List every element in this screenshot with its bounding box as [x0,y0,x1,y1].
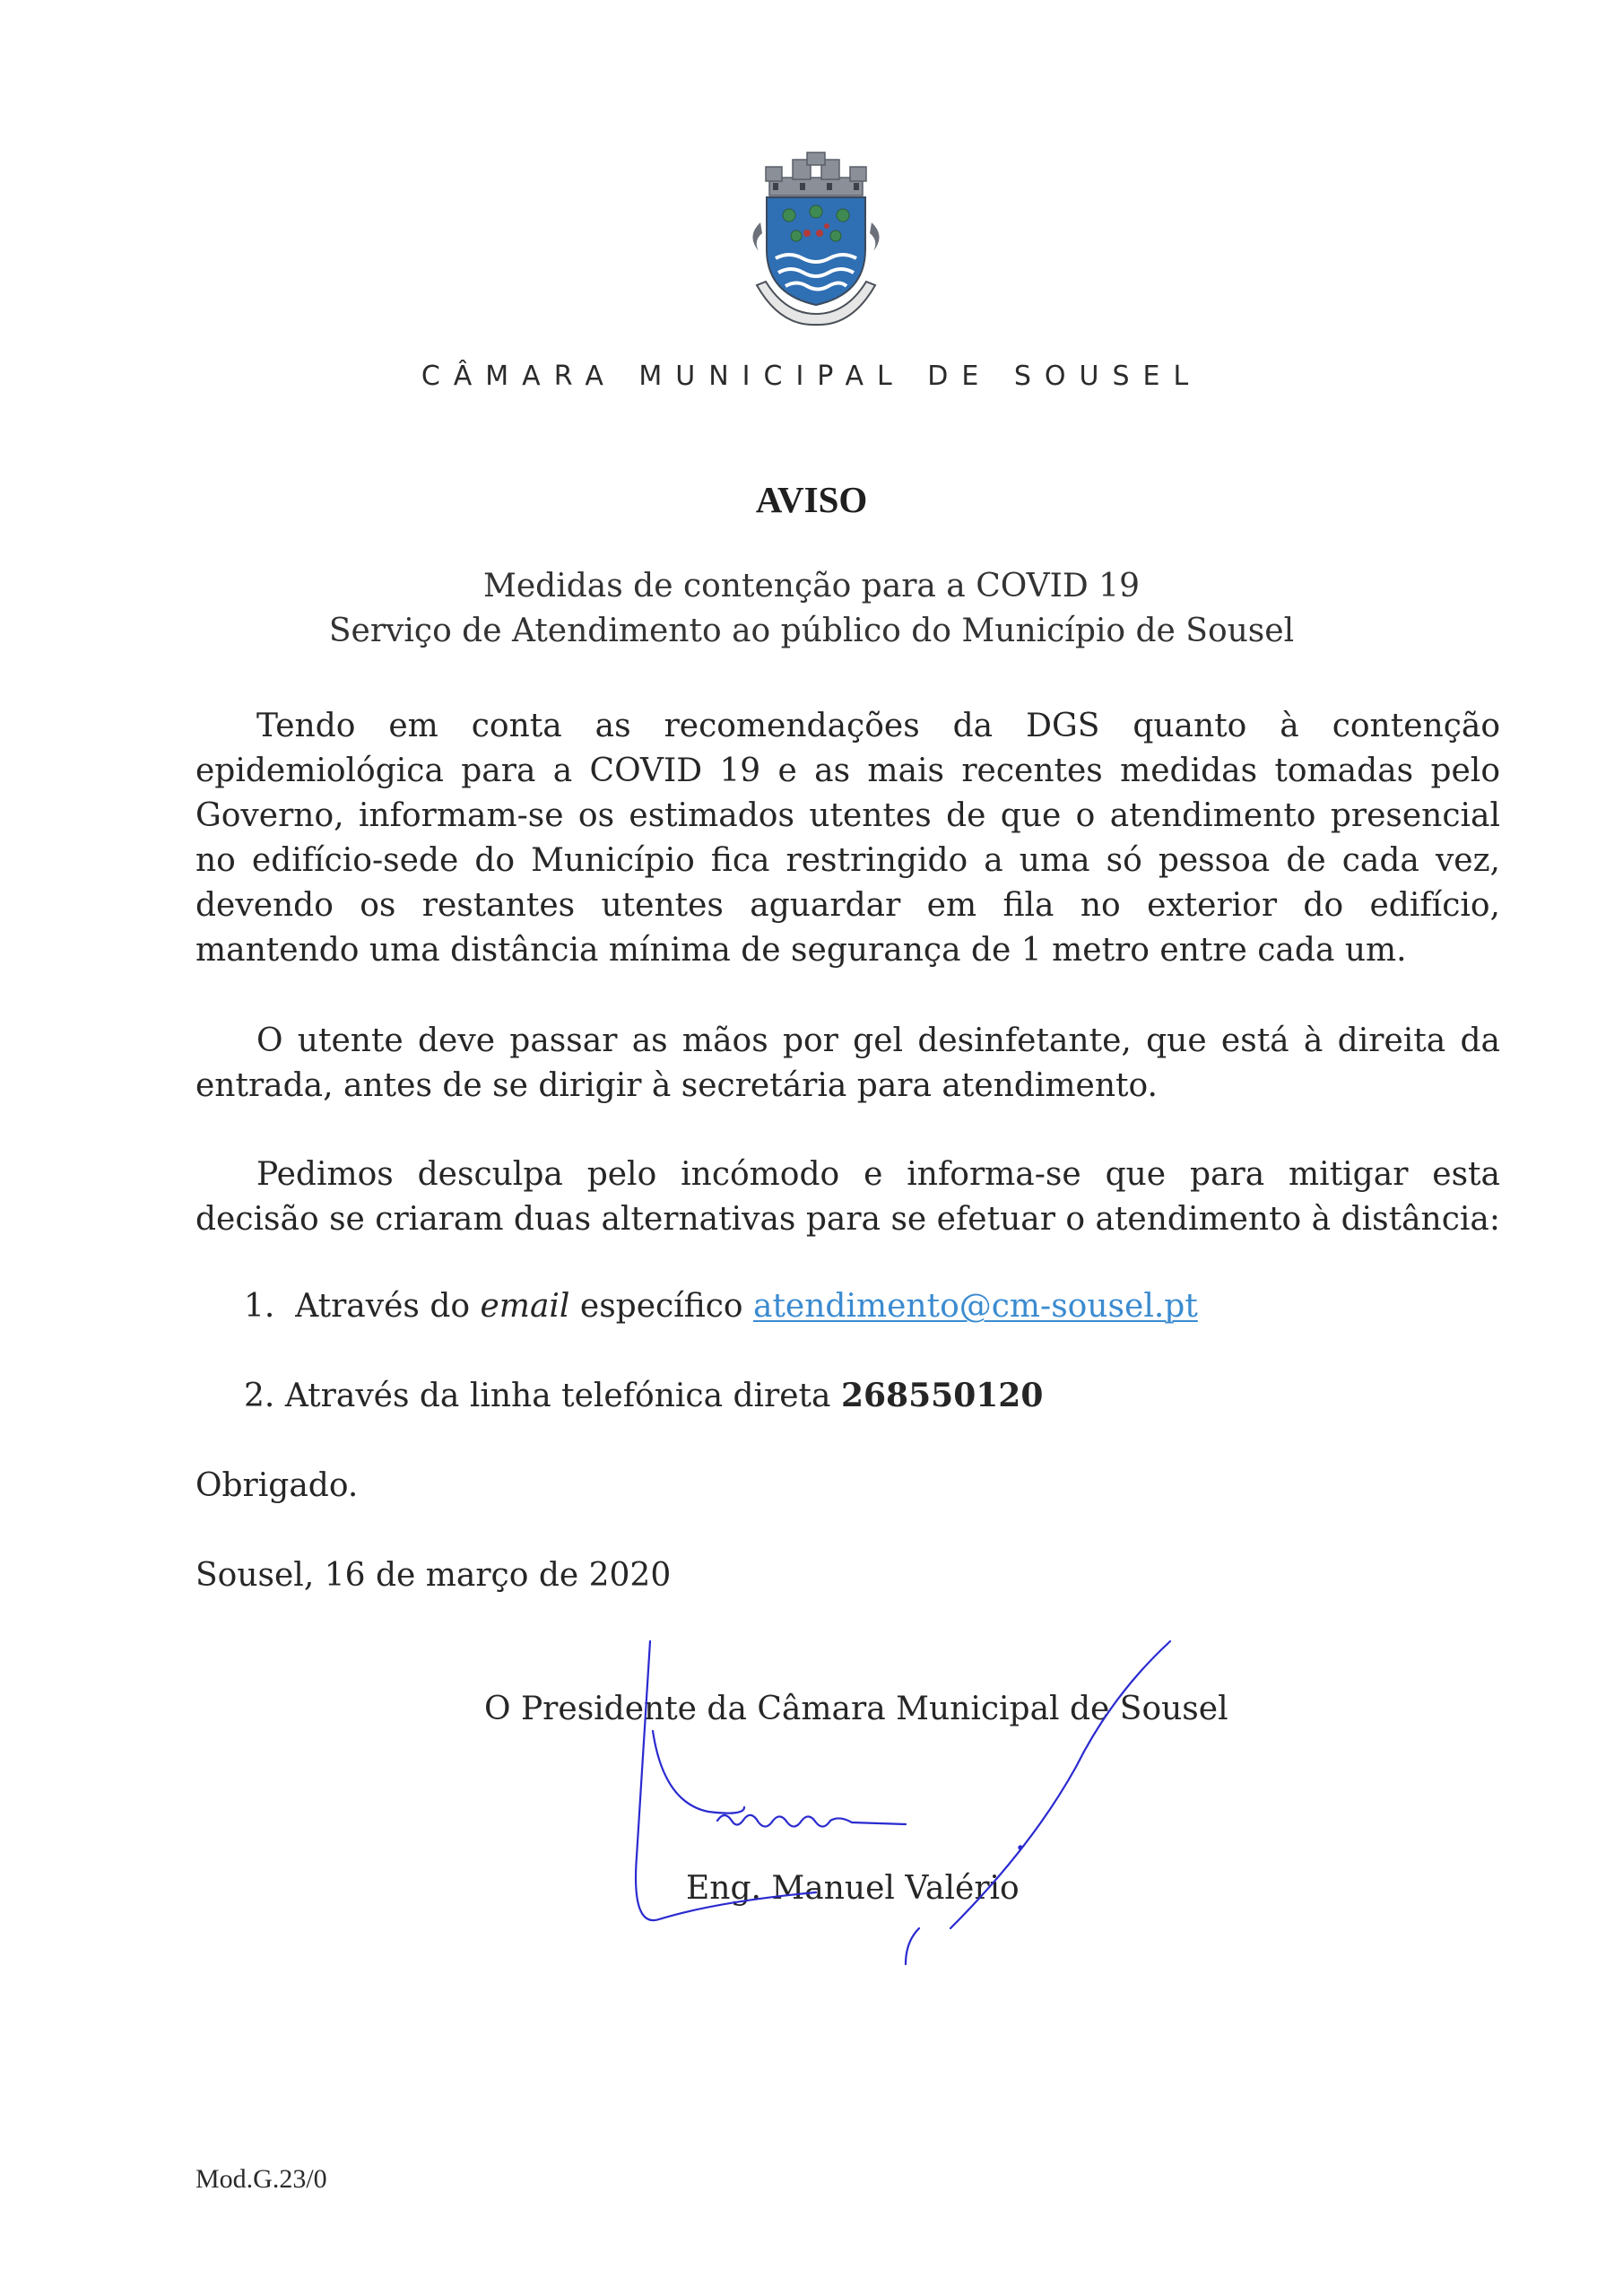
signatory-role: O Presidente da Câmara Municipal de Sousel [484,1691,1228,1727]
handwritten-signature [610,1632,1184,1973]
notice-subtitle-line1: Medidas de contenção para a COVID 19 [483,568,1140,604]
body-paragraph-3: Pedimos desculpa pelo incómodo e informa-se que para mitigar esta decisão se criaram duas alternativas para se efetuar o atendimento à distância: [195,1156,1500,1238]
email-link[interactable]: atendimento@cm-sousel.pt [753,1288,1198,1325]
list-text: específico [579,1288,743,1325]
list-number: 2. [244,1378,275,1414]
list-text: Através da linha telefónica direta [284,1378,831,1414]
body-paragraph-2: O utente deve passar as mãos por gel desinfetante, que está à direita da entrada, antes de se dirigir à secretária para atendimento. [195,1022,1500,1104]
organization-name: CÂMARA MUNICIPAL DE SOUSEL [421,361,1202,392]
place-date: Sousel, 16 de março de 2020 [195,1557,672,1594]
list-emphasis: email [480,1288,570,1325]
municipal-crest-logo [726,151,906,330]
list-text: Através do [295,1288,471,1325]
notice-subtitle-line2: Serviço de Atendimento ao público do Município de Sousel [328,613,1295,649]
alternative-phone-item [244,1377,1043,1414]
phone-number: 268550120 [840,1377,1044,1414]
notice-title: AVISO [755,479,868,520]
body-paragraph-1: Tendo em conta as recomendações da DGS quanto à contenção epidemiológica para a COVID 19 e as mais recentes medidas tomadas pelo Governo, informam-se os estimados utentes de que o atendimento presencial no edifício-sede do Município fica restringido a uma só pessoa de cada vez, devendo os restantes utentes aguardar em fila no exterior do edifício, mantendo uma distância mínima de segurança de 1 metro entre cada um. [195,708,1500,969]
signatory-name: Eng. Manuel Valério [686,1870,1020,1907]
list-number: 1. [244,1288,275,1325]
closing-thanks: Obrigado. [195,1467,359,1504]
form-code: Mod.G.23/0 [195,2164,327,2194]
alternative-email-item [244,1288,1198,1325]
